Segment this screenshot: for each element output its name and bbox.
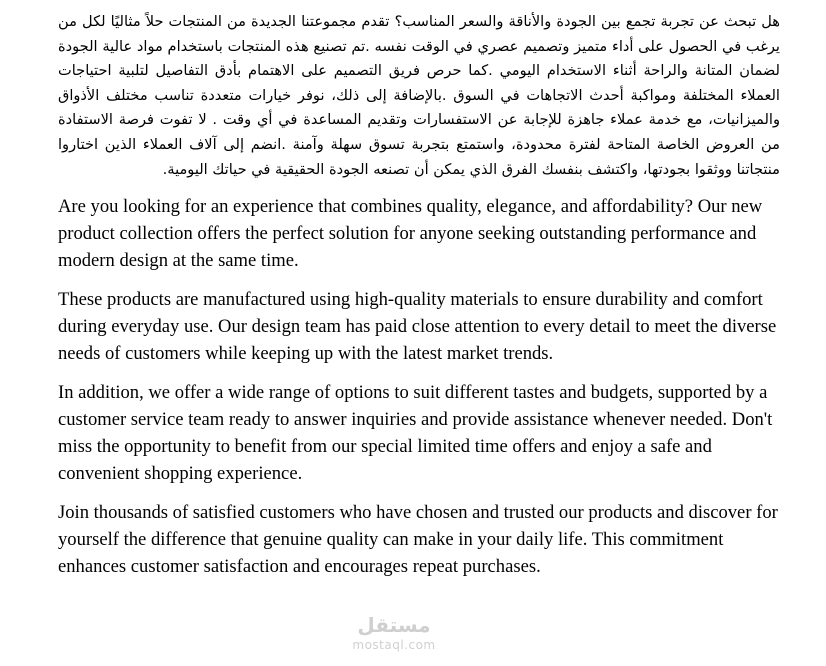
mostaql-logo-icon	[352, 610, 436, 638]
english-paragraph-1: Are you looking for an experience that combines quality, elegance, and affordability? Our new product collection offers the perfect solution for anyone seeking outstanding performance and modern design at the same time.	[58, 196, 763, 272]
mostaql-logo-text: مستقل	[357, 613, 431, 637]
arabic-paragraph: هل تبحث عن تجربة تجمع بين الجودة والأناقة والسعر المناسب؟ تقدم مجموعتنا الجديدة من المنتجات حلاً مثاليًا لكل من يرغب في الحصول على أداء متميز وتصميم عصري في الوقت نفسه .تم تصنيع هذه المنتجات باستخدام مواد عالية الجودة لضمان المتانة والراحة أثناء الاستخدام اليومي .كما حرص فريق التصميم على الاهتمام بأدق التفاصيل لتلبية احتياجات العملاء المختلفة ومواكبة أحدث الاتجاهات في السوق .بالإضافة إلى ذلك، نوفر خيارات متعددة تناسب مختلف الأذواق والميزانيات، مع خدمة عملاء جاهزة للإجابة عن الاستفسارات وتقديم المساعدة في أي وقت . لا تفوت فرصة الاستفادة من العروض الخاصة المتاحة لفترة محدودة، واستمتع بتجربة تسوق سهلة وآمنة .انضم إلى آلاف العملاء الذين اختاروا منتجاتنا ووثقوا بجودتها، واكتشف بنفسك الفرق الذي يمكن أن تصنعه الجودة الحقيقية في حياتك اليومية.	[58, 13, 780, 178]
english-paragraph-4: Join thousands of satisfied customers who have chosen and trusted our products and discover for yourself the difference that genuine quality can make in your daily life. This commitment enhances customer satisfaction and encourages repeat purchases.	[58, 502, 778, 578]
mostaql-site-text: mostaql.com	[352, 638, 436, 652]
document-body	[58, 10, 780, 592]
english-paragraph-2: These products are manufactured using high-quality materials to ensure durability and comfort during everyday use. Our design team has paid close attention to every detail to meet the diverse needs of customers while keeping up with the latest market trends.	[58, 289, 777, 365]
english-paragraph-3: In addition, we offer a wide range of options to suit different tastes and budgets, supported by a customer service team ready to answer inquiries and provide assistance whenever needed. Don't miss the opportunity to benefit from our special limited time offers and enjoy a safe and convenient shopping experience.	[58, 382, 773, 485]
mostaql-watermark	[352, 610, 436, 656]
